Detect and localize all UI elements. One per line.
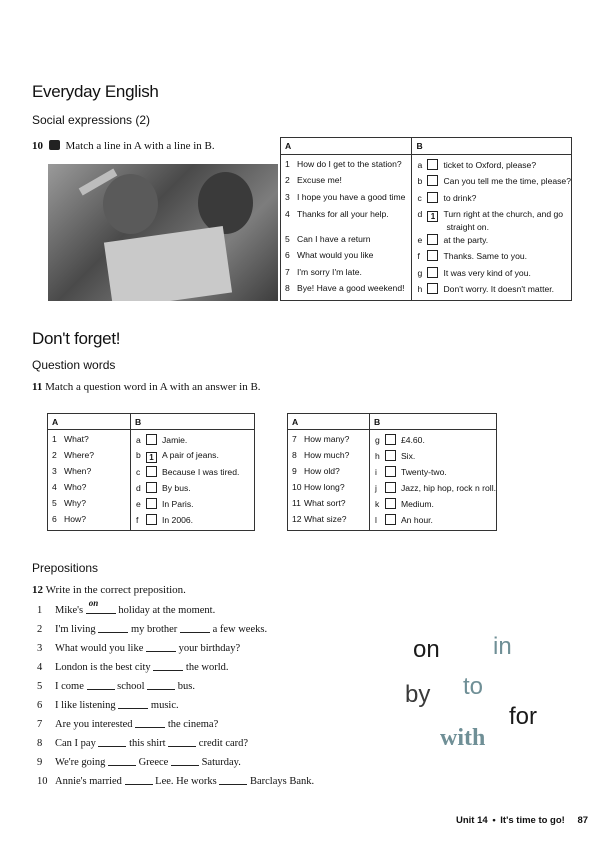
a-item-7: 7 I'm sorry I'm late. bbox=[281, 267, 412, 284]
answer-box[interactable] bbox=[385, 450, 396, 461]
unit-label: Unit 14 bbox=[456, 815, 488, 826]
audio-icon[interactable] bbox=[49, 140, 60, 150]
column-b-header: B bbox=[131, 414, 255, 430]
question-8: 8 How much? bbox=[288, 450, 370, 466]
word-on: on bbox=[413, 636, 440, 663]
word-in: in bbox=[493, 633, 512, 660]
answer-k: k Medium. bbox=[374, 499, 434, 509]
word-with: with bbox=[440, 725, 486, 751]
question-9: 9 How old? bbox=[288, 466, 370, 482]
answer-blank[interactable] bbox=[125, 774, 153, 785]
answer-blank[interactable] bbox=[168, 736, 196, 747]
answer-blank[interactable] bbox=[180, 622, 210, 633]
answer-e: e In Paris. bbox=[136, 499, 194, 509]
b-item-a: a ticket to Oxford, please? bbox=[417, 159, 537, 170]
answer-h: h Six. bbox=[374, 451, 416, 461]
answer-g: g £4.60. bbox=[374, 435, 425, 445]
answer-i: i Twenty-two. bbox=[374, 467, 447, 477]
answer-box[interactable] bbox=[146, 498, 157, 509]
section-title-dont-forget: Don't forget! bbox=[32, 329, 121, 348]
b-item-b: b Can you tell me the time, please? bbox=[417, 176, 571, 187]
b-item-c: c to drink? bbox=[417, 193, 477, 203]
instruction-text: Match a line in A with a line in B. bbox=[65, 140, 215, 152]
instruction-text: Write in the correct preposition. bbox=[45, 584, 186, 596]
page-number: 87 bbox=[577, 815, 589, 826]
answer-box[interactable] bbox=[427, 283, 438, 294]
answer-b: b 1 A pair of jeans. bbox=[136, 450, 219, 462]
exercise-11-table-left bbox=[47, 413, 255, 531]
question-12: 12 What size? bbox=[288, 514, 370, 531]
question-6: 6 How? bbox=[48, 514, 131, 531]
sentence-6: 6 I like listening music. bbox=[37, 700, 179, 711]
sentence-10: 10 Annie's married Lee. He works Barclays Bank. bbox=[37, 776, 315, 787]
example-answer: on bbox=[88, 598, 99, 608]
unit-title: It's time to go! bbox=[500, 815, 565, 826]
answer-box[interactable] bbox=[146, 466, 157, 477]
answer-blank[interactable] bbox=[108, 755, 136, 766]
a-item-6: 6 What would you like bbox=[281, 250, 412, 267]
b-item-g: g It was very kind of you. bbox=[417, 267, 531, 278]
word-by: by bbox=[405, 681, 431, 708]
answer-blank[interactable] bbox=[147, 679, 175, 690]
sentence-7: 7 Are you interested the cinema? bbox=[37, 719, 219, 730]
answer-box[interactable] bbox=[385, 514, 396, 525]
b-item-e: e at the party. bbox=[417, 234, 489, 245]
a-item-5: 5 Can I have a return bbox=[281, 234, 412, 251]
b-item-f: f Thanks. Same to you. bbox=[417, 251, 528, 262]
exercise-number: 11 bbox=[32, 381, 43, 393]
subsection-question-words: Question words bbox=[32, 358, 116, 372]
answer-l: l An hour. bbox=[374, 515, 433, 525]
question-4: 4 Who? bbox=[48, 482, 131, 498]
answer-box[interactable] bbox=[146, 514, 157, 525]
answer-blank[interactable] bbox=[98, 622, 128, 633]
answer-box[interactable] bbox=[427, 192, 438, 203]
question-10: 10 How long? bbox=[288, 482, 370, 498]
answer-box[interactable]: 1 bbox=[427, 211, 438, 222]
question-3: 3 When? bbox=[48, 466, 131, 482]
question-11: 11 What sort? bbox=[288, 498, 370, 514]
exercise-number: 12 bbox=[32, 584, 43, 596]
word-to: to bbox=[463, 673, 484, 700]
answer-blank[interactable] bbox=[153, 660, 183, 671]
answer-box[interactable] bbox=[427, 250, 438, 261]
column-a-header: A bbox=[48, 414, 131, 430]
photo-two-girls-with-map bbox=[48, 164, 278, 301]
question-5: 5 Why? bbox=[48, 498, 131, 514]
bullet: • bbox=[492, 815, 496, 826]
answer-blank[interactable] bbox=[135, 717, 165, 728]
answer-a: a Jamie. bbox=[136, 435, 188, 445]
answer-box[interactable] bbox=[427, 175, 438, 186]
exercise-12-instruction bbox=[32, 584, 186, 596]
sentence-2: 2 I'm living my brother a few weeks. bbox=[37, 624, 268, 635]
answer-blank[interactable] bbox=[87, 679, 115, 690]
answer-blank[interactable] bbox=[118, 698, 148, 709]
sentence-1: 1 Mike's on holiday at the moment. bbox=[37, 598, 216, 616]
b-item-h: h Don't worry. It doesn't matter. bbox=[417, 284, 555, 295]
answer-box[interactable] bbox=[385, 482, 396, 493]
subsection-social-expressions: Social expressions (2) bbox=[32, 113, 151, 127]
exercise-number: 10 bbox=[32, 140, 43, 152]
answer-box[interactable] bbox=[427, 267, 438, 278]
answer-box[interactable]: 1 bbox=[146, 452, 157, 463]
sentence-4: 4 London is the best city the world. bbox=[37, 662, 229, 673]
a-item-2: 2 Excuse me! bbox=[281, 175, 412, 192]
a-item-3: 3 I hope you have a good time bbox=[281, 192, 412, 209]
answer-blank[interactable] bbox=[98, 736, 126, 747]
answer-blank[interactable] bbox=[146, 641, 176, 652]
a-item-8: 8 Bye! Have a good weekend! bbox=[281, 283, 412, 300]
column-b-header: B bbox=[369, 414, 496, 430]
question-2: 2 Where? bbox=[48, 450, 131, 466]
answer-f: f In 2006. bbox=[136, 515, 194, 525]
sentence-8: 8 Can I pay this shirt credit card? bbox=[37, 738, 249, 749]
word-for: for bbox=[509, 703, 538, 730]
a-item-4: 4 Thanks for all your help. bbox=[281, 209, 412, 234]
answer-box[interactable] bbox=[385, 434, 396, 445]
instruction-text: Match a question word in A with an answer in B. bbox=[45, 381, 261, 393]
page-footer bbox=[456, 815, 588, 826]
b-item-d: d 1 Turn right at the church, and go straight on. bbox=[417, 208, 564, 232]
answer-box[interactable] bbox=[385, 466, 396, 477]
column-a-header: A bbox=[281, 138, 412, 155]
answer-blank[interactable] bbox=[219, 774, 247, 785]
answer-c: c Because I was tired. bbox=[136, 467, 240, 477]
exercise-11-table-right bbox=[287, 413, 497, 531]
answer-d: d By bus. bbox=[136, 483, 191, 493]
answer-blank[interactable] bbox=[171, 755, 199, 766]
answer-j: j Jazz, hip hop, rock n roll. bbox=[374, 483, 496, 493]
answer-box[interactable] bbox=[427, 234, 438, 245]
exercise-10-table bbox=[280, 137, 572, 301]
exercise-11-instruction bbox=[32, 381, 261, 393]
subsection-prepositions: Prepositions bbox=[32, 561, 99, 575]
a-item-1: 1 How do I get to the station? bbox=[281, 154, 412, 175]
question-7: 7 How many? bbox=[288, 430, 370, 451]
sentence-3: 3 What would you like your birthday? bbox=[37, 643, 241, 654]
exercise-10-instruction bbox=[32, 140, 215, 152]
sentence-9: 9 We're going Greece Saturday. bbox=[37, 757, 241, 768]
answer-box[interactable] bbox=[427, 159, 438, 170]
column-a-header: A bbox=[288, 414, 370, 430]
answer-box[interactable] bbox=[146, 434, 157, 445]
question-1: 1 What? bbox=[48, 430, 131, 451]
answer-box[interactable] bbox=[385, 498, 396, 509]
column-b-header: B bbox=[412, 138, 572, 155]
answer-blank[interactable] bbox=[86, 598, 116, 614]
sentence-5: 5 I come school bus. bbox=[37, 681, 196, 692]
answer-box[interactable] bbox=[146, 482, 157, 493]
section-title-everyday-english: Everyday English bbox=[32, 82, 159, 101]
